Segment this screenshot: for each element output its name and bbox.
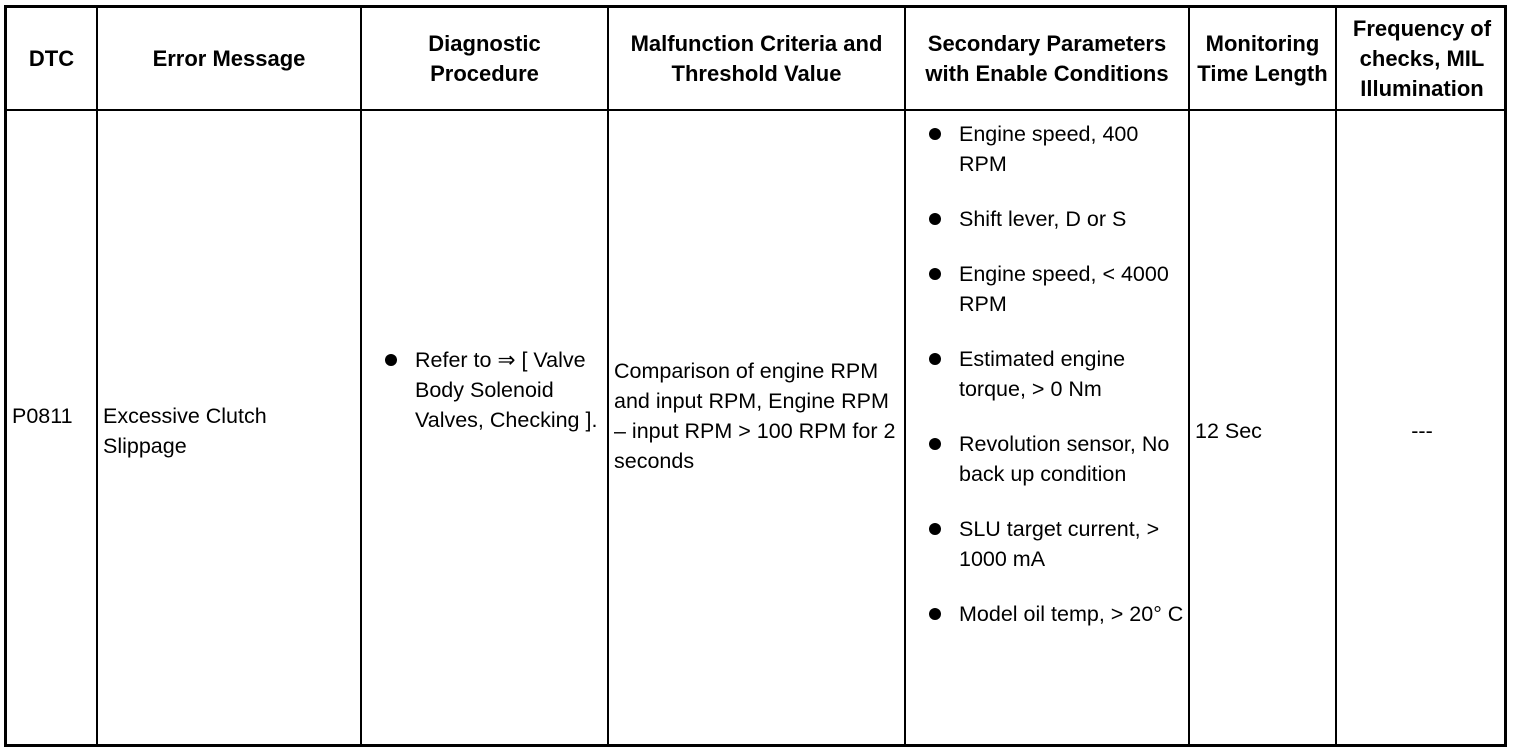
cell-error-message: Excessive Clutch Slippage — [103, 404, 267, 458]
header-frequency: Frequency of checks, MIL Illumination — [1352, 16, 1492, 101]
header-secondary-parameters: Secondary Parameters with Enable Conditions — [925, 31, 1169, 86]
bullet-icon — [929, 608, 941, 620]
column-divider — [607, 8, 609, 744]
list-item: Estimated engine torque, > 0 Nm — [923, 344, 1185, 404]
list-item: Model oil temp, > 20° C — [923, 599, 1185, 629]
cell-secondary-parameters — [923, 119, 1185, 629]
header-dtc: DTC — [28, 46, 75, 71]
bullet-icon — [929, 268, 941, 280]
dtc-table — [4, 5, 1507, 747]
bullet-icon — [929, 353, 941, 365]
list-item: SLU target current, > 1000 mA — [923, 514, 1185, 574]
list-item: Revolution sensor, No back up condition — [923, 429, 1185, 489]
list-item: Engine speed, 400 RPM — [923, 119, 1185, 179]
diagnostic-procedure-text[interactable]: Refer to ⇒ [ Valve Body Solenoid Valves, Checking ]. — [415, 348, 598, 432]
bullet-icon — [929, 213, 941, 225]
bullet-icon — [929, 128, 941, 140]
column-divider — [1335, 8, 1337, 744]
list-item: Shift lever, D or S — [923, 204, 1185, 234]
cell-diagnostic-procedure — [379, 345, 604, 435]
bullet-icon — [385, 354, 397, 366]
cell-frequency: --- — [1411, 419, 1433, 443]
header-monitoring-time: Monitoring Time Length — [1197, 31, 1328, 86]
bullet-icon — [929, 438, 941, 450]
header-diagnostic-procedure: Diagnostic Procedure — [428, 31, 541, 86]
cell-monitoring-time: 12 Sec — [1195, 419, 1262, 443]
list-item — [379, 345, 604, 435]
header-error-message: Error Message — [152, 46, 306, 71]
cell-malfunction-criteria: Comparison of engine RPM and input RPM, Engine RPM – input RPM > 100 RPM for 2 seconds — [614, 359, 896, 473]
column-divider — [360, 8, 362, 744]
column-divider — [904, 8, 906, 744]
column-divider — [1188, 8, 1190, 744]
list-item: Engine speed, < 4000 RPM — [923, 259, 1185, 319]
cell-dtc: P0811 — [12, 404, 73, 428]
header-malfunction-criteria: Malfunction Criteria and Threshold Value — [630, 31, 883, 86]
column-divider — [96, 8, 98, 744]
bullet-icon — [929, 523, 941, 535]
